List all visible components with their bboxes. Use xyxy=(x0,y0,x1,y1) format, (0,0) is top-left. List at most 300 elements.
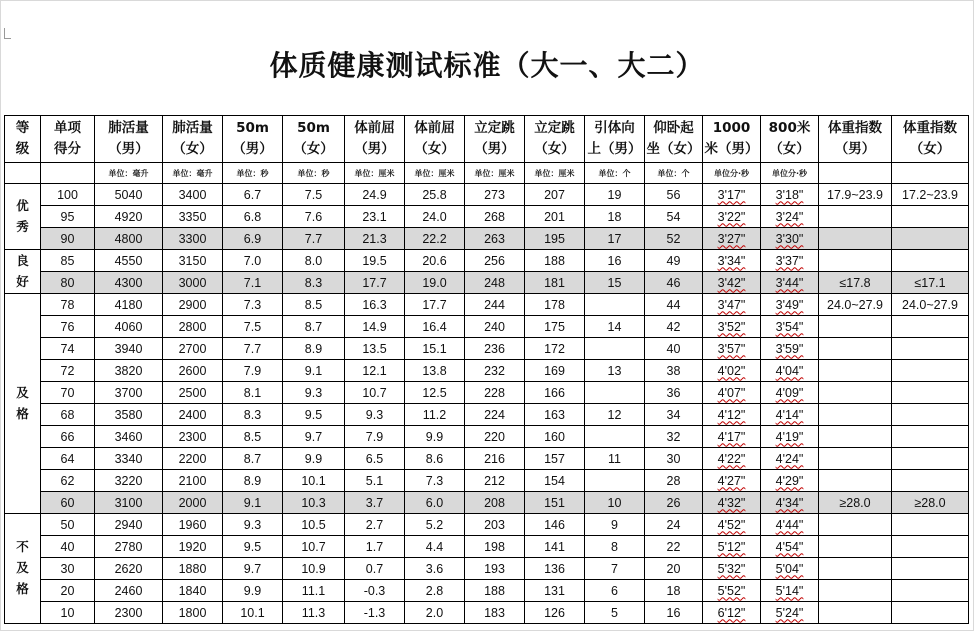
time-cell xyxy=(761,294,819,316)
empty-cell xyxy=(819,250,892,272)
column-header xyxy=(892,116,969,163)
unit-cell: 单位：厘米 xyxy=(465,163,525,184)
value-cell: 273 xyxy=(465,184,525,206)
empty-cell xyxy=(892,426,969,448)
empty-cell xyxy=(892,602,969,624)
time-value: 4'29" xyxy=(775,473,804,488)
grade-char: 好 xyxy=(16,274,29,289)
value-cell: 7.9 xyxy=(345,426,405,448)
empty-cell xyxy=(892,580,969,602)
value-cell: 2600 xyxy=(163,360,223,382)
score-cell: 66 xyxy=(41,426,95,448)
score-cell: 90 xyxy=(41,228,95,250)
value-cell: 2200 xyxy=(163,448,223,470)
header-line-1: 仰卧起 xyxy=(653,120,694,136)
value-cell: 220 xyxy=(465,426,525,448)
time-value: 4'22" xyxy=(717,451,746,466)
time-value: 3'22" xyxy=(717,209,746,224)
value-cell: 4550 xyxy=(95,250,163,272)
time-value: 3'34" xyxy=(717,253,746,268)
empty-cell xyxy=(892,228,969,250)
time-value: 3'44" xyxy=(775,275,804,290)
time-value: 4'34" xyxy=(775,495,804,510)
value-cell: 1800 xyxy=(163,602,223,624)
bmi-cell: 24.0~27.9 xyxy=(819,294,892,316)
table-row xyxy=(5,316,969,338)
table-row xyxy=(5,272,969,294)
grade-char: 秀 xyxy=(16,219,29,234)
value-cell: 1840 xyxy=(163,580,223,602)
value-cell: 2460 xyxy=(95,580,163,602)
value-cell: 3820 xyxy=(95,360,163,382)
value-cell: 8.7 xyxy=(283,316,345,338)
empty-cell xyxy=(892,514,969,536)
time-cell xyxy=(703,382,761,404)
value-cell: 2100 xyxy=(163,470,223,492)
value-cell: 183 xyxy=(465,602,525,624)
value-cell: 3400 xyxy=(163,184,223,206)
value-cell: 2300 xyxy=(95,602,163,624)
empty-cell xyxy=(819,382,892,404)
value-cell: 212 xyxy=(465,470,525,492)
score-cell: 68 xyxy=(41,404,95,426)
value-cell: 172 xyxy=(525,338,585,360)
value-cell: 201 xyxy=(525,206,585,228)
grade-cell xyxy=(5,250,41,294)
value-cell: 10.3 xyxy=(283,492,345,514)
value-cell: 8.3 xyxy=(223,404,283,426)
empty-cell xyxy=(892,470,969,492)
value-cell xyxy=(585,426,645,448)
value-cell: 36 xyxy=(645,382,703,404)
value-cell: 7.7 xyxy=(223,338,283,360)
time-cell xyxy=(703,316,761,338)
value-cell: 5040 xyxy=(95,184,163,206)
value-cell: 3700 xyxy=(95,382,163,404)
empty-cell xyxy=(819,426,892,448)
score-cell: 80 xyxy=(41,272,95,294)
empty-cell xyxy=(819,580,892,602)
empty-cell xyxy=(892,206,969,228)
grade-cell xyxy=(5,514,41,624)
value-cell: 16 xyxy=(585,250,645,272)
value-cell: 3350 xyxy=(163,206,223,228)
time-cell xyxy=(703,228,761,250)
unit-cell: 单位：个 xyxy=(645,163,703,184)
empty-cell xyxy=(819,470,892,492)
column-header xyxy=(41,116,95,163)
value-cell: 236 xyxy=(465,338,525,360)
value-cell: 228 xyxy=(465,382,525,404)
time-cell xyxy=(761,382,819,404)
time-cell xyxy=(703,426,761,448)
value-cell: 17.7 xyxy=(345,272,405,294)
table-row xyxy=(5,536,969,558)
header-line-1: 肺活量 xyxy=(108,120,149,136)
value-cell: 4800 xyxy=(95,228,163,250)
header-line-2: （男） xyxy=(834,141,876,157)
unit-cell xyxy=(5,163,41,184)
value-cell: 3220 xyxy=(95,470,163,492)
header-line-1: 50m xyxy=(236,120,269,136)
value-cell: 24 xyxy=(645,514,703,536)
value-cell: 216 xyxy=(465,448,525,470)
value-cell: 6.9 xyxy=(223,228,283,250)
value-cell: -1.3 xyxy=(345,602,405,624)
value-cell: 4060 xyxy=(95,316,163,338)
empty-cell xyxy=(819,228,892,250)
value-cell: 44 xyxy=(645,294,703,316)
value-cell: 8.5 xyxy=(223,426,283,448)
table-row xyxy=(5,492,969,514)
value-cell: 14 xyxy=(585,316,645,338)
value-cell: 160 xyxy=(525,426,585,448)
value-cell: -0.3 xyxy=(345,580,405,602)
value-cell: 7.7 xyxy=(283,228,345,250)
value-cell: 7.6 xyxy=(283,206,345,228)
header-row xyxy=(5,116,969,163)
value-cell: 10 xyxy=(585,492,645,514)
value-cell: 4180 xyxy=(95,294,163,316)
header-line-1: 体前屈 xyxy=(414,120,455,136)
value-cell: 198 xyxy=(465,536,525,558)
time-value: 3'57" xyxy=(717,341,746,356)
value-cell: 16.3 xyxy=(345,294,405,316)
header-line-2: （女） xyxy=(172,141,213,157)
value-cell: 49 xyxy=(645,250,703,272)
time-cell xyxy=(761,514,819,536)
time-value: 4'19" xyxy=(775,429,804,444)
time-cell xyxy=(703,536,761,558)
value-cell: 2.0 xyxy=(405,602,465,624)
value-cell: 17.7 xyxy=(405,294,465,316)
score-cell: 95 xyxy=(41,206,95,228)
value-cell: 12.5 xyxy=(405,382,465,404)
value-cell: 54 xyxy=(645,206,703,228)
time-value: 4'32" xyxy=(717,495,746,510)
value-cell: 8.1 xyxy=(223,382,283,404)
table-row xyxy=(5,338,969,360)
value-cell: 1.7 xyxy=(345,536,405,558)
value-cell: 15.1 xyxy=(405,338,465,360)
time-cell xyxy=(761,360,819,382)
value-cell: 256 xyxy=(465,250,525,272)
page-title: 体质健康测试标准（大一、大二） xyxy=(269,49,705,82)
value-cell xyxy=(585,338,645,360)
value-cell: 24.9 xyxy=(345,184,405,206)
value-cell: 8.7 xyxy=(223,448,283,470)
score-cell: 100 xyxy=(41,184,95,206)
value-cell: 146 xyxy=(525,514,585,536)
empty-cell xyxy=(892,338,969,360)
empty-cell xyxy=(892,360,969,382)
value-cell: 3580 xyxy=(95,404,163,426)
score-cell: 60 xyxy=(41,492,95,514)
header-line-2: （男） xyxy=(108,141,149,157)
table-row xyxy=(5,448,969,470)
time-cell xyxy=(761,426,819,448)
value-cell: 9.9 xyxy=(405,426,465,448)
value-cell: 2940 xyxy=(95,514,163,536)
value-cell: 7.0 xyxy=(223,250,283,272)
grade-char: 良 xyxy=(16,253,29,268)
value-cell: 23.1 xyxy=(345,206,405,228)
value-cell: 8.9 xyxy=(283,338,345,360)
value-cell: 9.7 xyxy=(283,426,345,448)
value-cell: 17 xyxy=(585,228,645,250)
value-cell: 10.5 xyxy=(283,514,345,536)
value-cell: 21.3 xyxy=(345,228,405,250)
table-row xyxy=(5,404,969,426)
time-cell xyxy=(703,580,761,602)
score-cell: 85 xyxy=(41,250,95,272)
time-cell xyxy=(703,206,761,228)
value-cell: 2000 xyxy=(163,492,223,514)
value-cell: 18 xyxy=(645,580,703,602)
time-value: 3'30" xyxy=(775,231,804,246)
value-cell: 188 xyxy=(525,250,585,272)
unit-cell: 单位：秒 xyxy=(283,163,345,184)
value-cell: 7 xyxy=(585,558,645,580)
unit-cell xyxy=(819,163,892,184)
value-cell: 40 xyxy=(645,338,703,360)
time-cell xyxy=(703,360,761,382)
table-row xyxy=(5,360,969,382)
value-cell: 178 xyxy=(525,294,585,316)
value-cell: 10.7 xyxy=(283,536,345,558)
score-cell: 72 xyxy=(41,360,95,382)
value-cell: 8.0 xyxy=(283,250,345,272)
header-line-1: 立定跳 xyxy=(534,120,575,136)
column-header xyxy=(163,116,223,163)
empty-cell xyxy=(819,448,892,470)
bmi-cell: ≤17.8 xyxy=(819,272,892,294)
value-cell: 0.7 xyxy=(345,558,405,580)
time-cell xyxy=(761,470,819,492)
column-header xyxy=(819,116,892,163)
table-row xyxy=(5,558,969,580)
header-line-1: 等 xyxy=(15,120,30,136)
empty-cell xyxy=(819,536,892,558)
empty-cell xyxy=(892,316,969,338)
value-cell: 12.1 xyxy=(345,360,405,382)
table-row xyxy=(5,206,969,228)
bmi-cell: ≥28.0 xyxy=(892,492,969,514)
value-cell: 244 xyxy=(465,294,525,316)
value-cell: 46 xyxy=(645,272,703,294)
empty-cell xyxy=(819,558,892,580)
value-cell: 136 xyxy=(525,558,585,580)
header-line-1: 800米 xyxy=(768,120,811,136)
value-cell: 232 xyxy=(465,360,525,382)
value-cell: 28 xyxy=(645,470,703,492)
value-cell: 3150 xyxy=(163,250,223,272)
grade-char: 格 xyxy=(16,406,29,421)
time-value: 3'59" xyxy=(775,341,804,356)
time-value: 4'07" xyxy=(717,385,746,400)
value-cell: 9.9 xyxy=(223,580,283,602)
value-cell: 4920 xyxy=(95,206,163,228)
units-row xyxy=(5,163,969,184)
value-cell: 3300 xyxy=(163,228,223,250)
value-cell: 154 xyxy=(525,470,585,492)
value-cell: 11.1 xyxy=(283,580,345,602)
empty-cell xyxy=(819,514,892,536)
score-cell: 20 xyxy=(41,580,95,602)
time-cell xyxy=(761,492,819,514)
value-cell: 7.3 xyxy=(405,470,465,492)
margin-corner-mark xyxy=(4,28,11,39)
time-value: 4'27" xyxy=(717,473,746,488)
time-value: 3'54" xyxy=(775,319,804,334)
time-cell xyxy=(703,558,761,580)
time-cell xyxy=(761,404,819,426)
value-cell: 56 xyxy=(645,184,703,206)
value-cell: 208 xyxy=(465,492,525,514)
value-cell: 6 xyxy=(585,580,645,602)
value-cell: 9.5 xyxy=(283,404,345,426)
time-cell xyxy=(703,250,761,272)
value-cell: 2.8 xyxy=(405,580,465,602)
time-cell xyxy=(761,228,819,250)
value-cell: 9.3 xyxy=(345,404,405,426)
time-value: 5'24" xyxy=(775,605,804,620)
value-cell: 163 xyxy=(525,404,585,426)
value-cell: 166 xyxy=(525,382,585,404)
header-line-1: 体重指数 xyxy=(903,120,957,136)
value-cell: 8.5 xyxy=(283,294,345,316)
table-row xyxy=(5,514,969,536)
empty-cell xyxy=(892,448,969,470)
time-value: 3'52" xyxy=(717,319,746,334)
value-cell: 10.9 xyxy=(283,558,345,580)
value-cell: 13.5 xyxy=(345,338,405,360)
value-cell: 8.6 xyxy=(405,448,465,470)
value-cell: 16.4 xyxy=(405,316,465,338)
time-cell xyxy=(761,448,819,470)
time-value: 6'12" xyxy=(717,605,746,620)
time-value: 5'14" xyxy=(775,583,804,598)
time-cell xyxy=(703,294,761,316)
value-cell: 19.0 xyxy=(405,272,465,294)
header-line-2: 上（男） xyxy=(587,141,642,157)
value-cell: 9.9 xyxy=(283,448,345,470)
value-cell: 15 xyxy=(585,272,645,294)
value-cell: 30 xyxy=(645,448,703,470)
score-cell: 62 xyxy=(41,470,95,492)
time-value: 4'52" xyxy=(717,517,746,532)
header-line-1: 肺活量 xyxy=(172,120,213,136)
time-cell xyxy=(761,184,819,206)
value-cell: 3100 xyxy=(95,492,163,514)
value-cell: 6.5 xyxy=(345,448,405,470)
value-cell: 181 xyxy=(525,272,585,294)
grade-char: 及 xyxy=(16,561,29,575)
empty-cell xyxy=(819,404,892,426)
table-row xyxy=(5,250,969,272)
header-line-2: （女） xyxy=(293,141,334,157)
time-cell xyxy=(761,250,819,272)
value-cell: 9.1 xyxy=(223,492,283,514)
value-cell: 11 xyxy=(585,448,645,470)
header-line-2: （女） xyxy=(769,141,810,157)
time-value: 4'17" xyxy=(717,429,746,444)
value-cell: 203 xyxy=(465,514,525,536)
value-cell: 10.1 xyxy=(283,470,345,492)
header-line-2: 米（男） xyxy=(704,141,759,157)
value-cell: 7.5 xyxy=(283,184,345,206)
bmi-cell: 17.9~23.9 xyxy=(819,184,892,206)
value-cell xyxy=(585,294,645,316)
value-cell: 10.7 xyxy=(345,382,405,404)
value-cell: 16 xyxy=(645,602,703,624)
empty-cell xyxy=(892,250,969,272)
column-header xyxy=(585,116,645,163)
column-header xyxy=(761,116,819,163)
value-cell: 4300 xyxy=(95,272,163,294)
time-cell xyxy=(761,602,819,624)
empty-cell xyxy=(892,536,969,558)
value-cell: 3460 xyxy=(95,426,163,448)
table-row xyxy=(5,426,969,448)
value-cell: 9.7 xyxy=(223,558,283,580)
value-cell: 1920 xyxy=(163,536,223,558)
header-line-2: （女） xyxy=(534,141,575,157)
column-header xyxy=(345,116,405,163)
value-cell: 5 xyxy=(585,602,645,624)
score-cell: 78 xyxy=(41,294,95,316)
empty-cell xyxy=(819,360,892,382)
header-line-1: 立定跳 xyxy=(474,120,515,136)
value-cell: 188 xyxy=(465,580,525,602)
value-cell: 8.9 xyxy=(223,470,283,492)
grade-char: 不 xyxy=(16,540,29,554)
value-cell: 141 xyxy=(525,536,585,558)
time-cell xyxy=(761,536,819,558)
score-cell: 64 xyxy=(41,448,95,470)
value-cell: 193 xyxy=(465,558,525,580)
time-value: 4'14" xyxy=(775,407,804,422)
empty-cell xyxy=(892,382,969,404)
value-cell: 2400 xyxy=(163,404,223,426)
unit-cell xyxy=(41,163,95,184)
time-cell xyxy=(761,316,819,338)
column-header xyxy=(645,116,703,163)
value-cell: 2780 xyxy=(95,536,163,558)
value-cell: 22 xyxy=(645,536,703,558)
time-value: 3'24" xyxy=(775,209,804,224)
header-line-1: 单项 xyxy=(54,120,81,136)
value-cell: 240 xyxy=(465,316,525,338)
value-cell: 126 xyxy=(525,602,585,624)
value-cell: 19.5 xyxy=(345,250,405,272)
time-value: 3'17" xyxy=(717,187,746,202)
unit-cell: 单位：厘米 xyxy=(345,163,405,184)
table-row xyxy=(5,580,969,602)
value-cell: 12 xyxy=(585,404,645,426)
time-cell xyxy=(703,184,761,206)
value-cell: 26 xyxy=(645,492,703,514)
value-cell: 268 xyxy=(465,206,525,228)
value-cell: 19 xyxy=(585,184,645,206)
time-cell xyxy=(703,514,761,536)
table-row xyxy=(5,184,969,206)
empty-cell xyxy=(819,338,892,360)
value-cell: 2300 xyxy=(163,426,223,448)
column-header xyxy=(283,116,345,163)
value-cell: 5.1 xyxy=(345,470,405,492)
time-value: 4'54" xyxy=(775,539,804,554)
